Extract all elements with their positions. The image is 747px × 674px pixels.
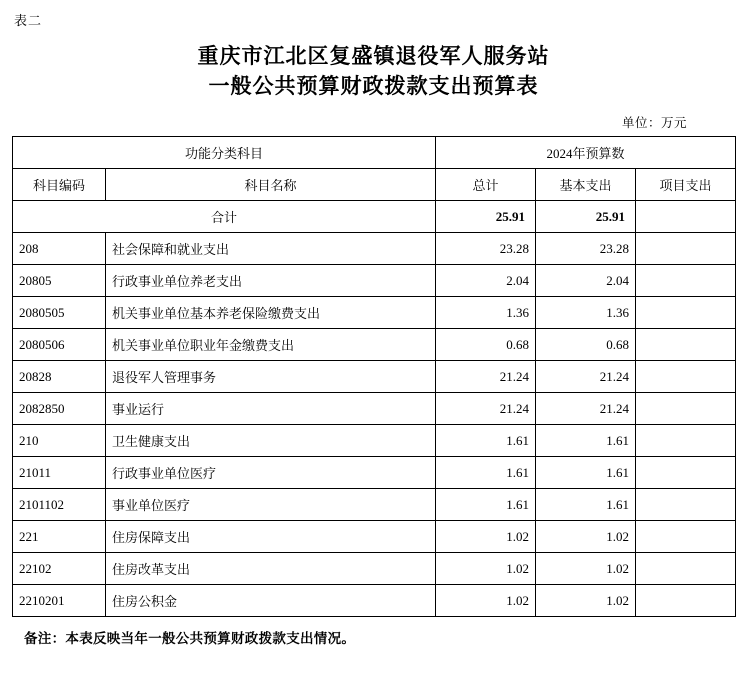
table-row bbox=[13, 297, 736, 329]
cell-total: 1.36 bbox=[436, 297, 536, 329]
cell-name: 退役军人管理事务 bbox=[106, 361, 436, 393]
cell-total: 1.02 bbox=[436, 521, 536, 553]
cell-total: 1.61 bbox=[436, 425, 536, 457]
header-col-project: 项目支出 bbox=[636, 169, 736, 201]
cell-name: 行政事业单位养老支出 bbox=[106, 265, 436, 297]
cell-name: 卫生健康支出 bbox=[106, 425, 436, 457]
cell-code: 2101102 bbox=[13, 489, 106, 521]
cell-code: 20805 bbox=[13, 265, 106, 297]
cell-name: 住房保障支出 bbox=[106, 521, 436, 553]
cell-project bbox=[636, 553, 736, 585]
cell-basic: 1.61 bbox=[536, 425, 636, 457]
cell-basic: 21.24 bbox=[536, 361, 636, 393]
cell-total: 1.02 bbox=[436, 585, 536, 617]
cell-code: 22102 bbox=[13, 553, 106, 585]
cell-basic: 2.04 bbox=[536, 265, 636, 297]
table-row bbox=[13, 233, 736, 265]
cell-basic: 1.61 bbox=[536, 457, 636, 489]
cell-project bbox=[636, 489, 736, 521]
cell-total: 21.24 bbox=[436, 393, 536, 425]
cell-name: 住房公积金 bbox=[106, 585, 436, 617]
title-line-1: 重庆市江北区复盛镇退役军人服务站 bbox=[197, 44, 550, 68]
cell-project bbox=[636, 457, 736, 489]
cell-name: 机关事业单位基本养老保险缴费支出 bbox=[106, 297, 436, 329]
header-group-functional: 功能分类科目 bbox=[13, 137, 436, 169]
cell-code: 2082850 bbox=[13, 393, 106, 425]
cell-project bbox=[636, 585, 736, 617]
document-title bbox=[12, 41, 735, 101]
cell-total: 23.28 bbox=[436, 233, 536, 265]
cell-code: 2210201 bbox=[13, 585, 106, 617]
table-row bbox=[13, 265, 736, 297]
cell-total: 1.02 bbox=[436, 553, 536, 585]
table-row bbox=[13, 521, 736, 553]
title-line-2: 一般公共预算财政拨款支出预算表 bbox=[208, 74, 539, 98]
total-value-basic: 25.91 bbox=[536, 201, 636, 233]
cell-name: 事业单位医疗 bbox=[106, 489, 436, 521]
table-row bbox=[13, 329, 736, 361]
table-row bbox=[13, 361, 736, 393]
cell-basic: 1.02 bbox=[536, 585, 636, 617]
cell-code: 20828 bbox=[13, 361, 106, 393]
cell-basic: 1.36 bbox=[536, 297, 636, 329]
cell-name: 事业运行 bbox=[106, 393, 436, 425]
table-row bbox=[13, 489, 736, 521]
header-group-budget-year: 2024年预算数 bbox=[436, 137, 736, 169]
cell-project bbox=[636, 233, 736, 265]
cell-project bbox=[636, 297, 736, 329]
table-header-row-columns bbox=[13, 169, 736, 201]
unit-note: 单位：万元 bbox=[621, 116, 687, 130]
cell-basic: 1.02 bbox=[536, 553, 636, 585]
total-label: 合计 bbox=[13, 201, 436, 233]
cell-project bbox=[636, 361, 736, 393]
table-body bbox=[13, 233, 736, 617]
cell-basic: 1.61 bbox=[536, 489, 636, 521]
cell-total: 21.24 bbox=[436, 361, 536, 393]
cell-code: 210 bbox=[13, 425, 106, 457]
table-row bbox=[13, 457, 736, 489]
cell-name: 机关事业单位职业年金缴费支出 bbox=[106, 329, 436, 361]
cell-name: 住房改革支出 bbox=[106, 553, 436, 585]
total-value-total: 25.91 bbox=[436, 201, 536, 233]
cell-project bbox=[636, 393, 736, 425]
cell-basic: 0.68 bbox=[536, 329, 636, 361]
cell-project bbox=[636, 265, 736, 297]
table-row bbox=[13, 585, 736, 617]
cell-basic: 23.28 bbox=[536, 233, 636, 265]
table-header-row-group bbox=[13, 137, 736, 169]
cell-total: 1.61 bbox=[436, 457, 536, 489]
cell-project bbox=[636, 425, 736, 457]
header-col-total: 总计 bbox=[436, 169, 536, 201]
table-row bbox=[13, 553, 736, 585]
table-row-total bbox=[13, 201, 736, 233]
cell-project bbox=[636, 329, 736, 361]
cell-project bbox=[636, 521, 736, 553]
cell-total: 2.04 bbox=[436, 265, 536, 297]
cell-total: 1.61 bbox=[436, 489, 536, 521]
cell-name: 行政事业单位医疗 bbox=[106, 457, 436, 489]
header-col-basic: 基本支出 bbox=[536, 169, 636, 201]
cell-basic: 1.02 bbox=[536, 521, 636, 553]
sheet-label: 表二 bbox=[14, 13, 43, 28]
total-value-project bbox=[636, 201, 736, 233]
budget-table bbox=[12, 136, 736, 617]
cell-name: 社会保障和就业支出 bbox=[106, 233, 436, 265]
cell-code: 2080506 bbox=[13, 329, 106, 361]
cell-total: 0.68 bbox=[436, 329, 536, 361]
cell-code: 2080505 bbox=[13, 297, 106, 329]
cell-code: 208 bbox=[13, 233, 106, 265]
cell-code: 221 bbox=[13, 521, 106, 553]
header-col-code: 科目编码 bbox=[13, 169, 106, 201]
table-row bbox=[13, 425, 736, 457]
cell-code: 21011 bbox=[13, 457, 106, 489]
footer-note: 备注：本表反映当年一般公共预算财政拨款支出情况。 bbox=[24, 631, 356, 646]
cell-basic: 21.24 bbox=[536, 393, 636, 425]
table-row bbox=[13, 393, 736, 425]
header-col-name: 科目名称 bbox=[106, 169, 436, 201]
